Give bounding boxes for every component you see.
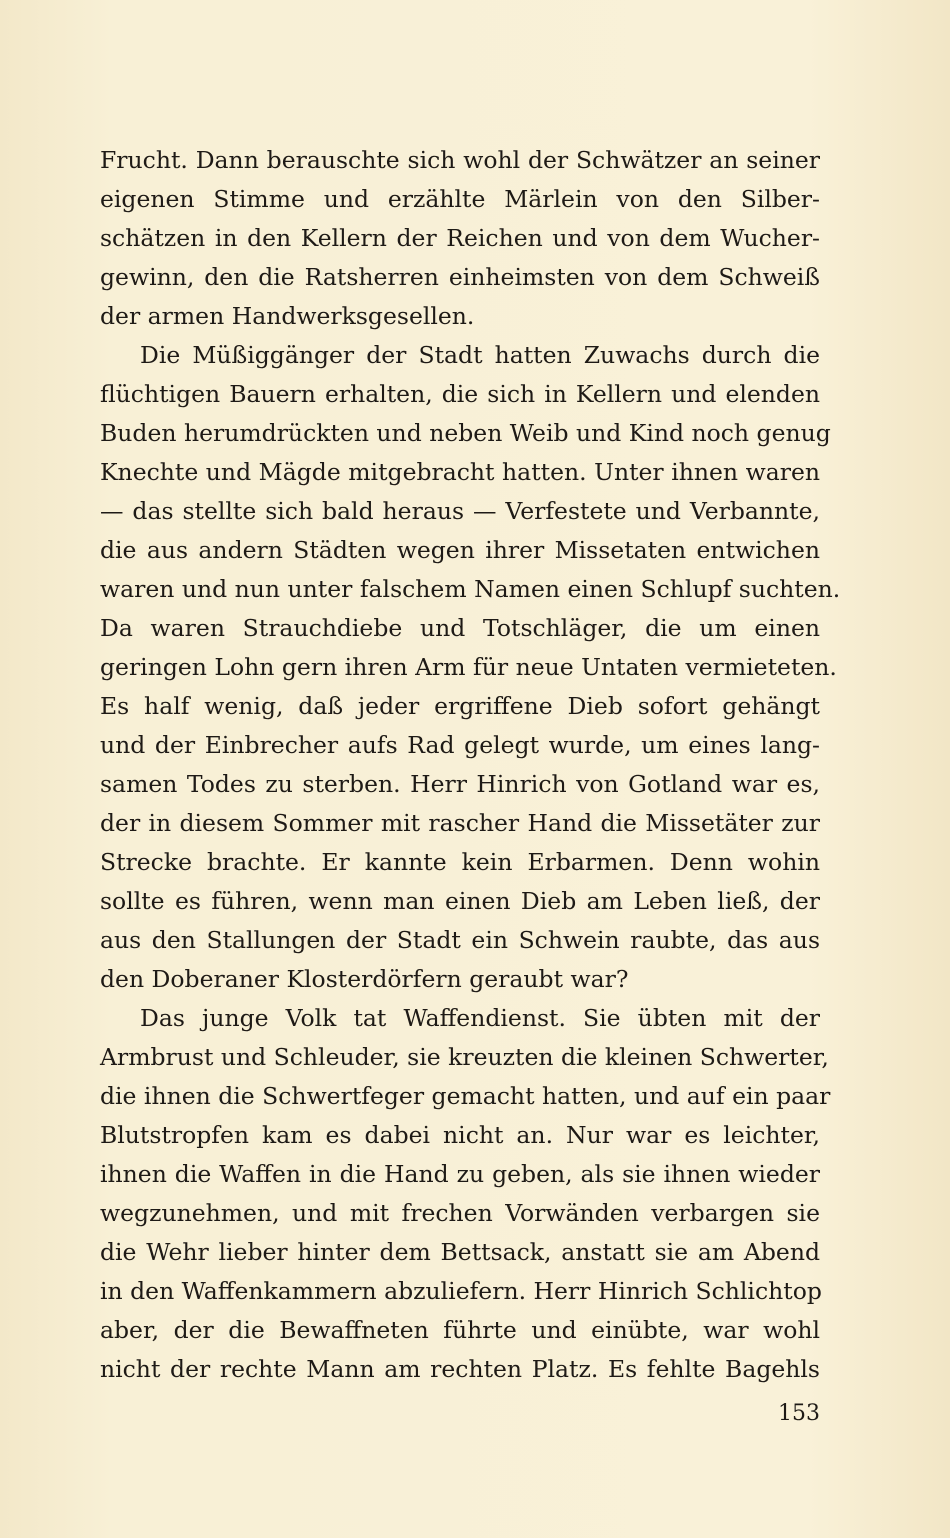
text-line: sollte es führen, wenn man einen Dieb am Leben ließ, der — [100, 887, 820, 915]
text-line: den Doberaner Klosterdörfern geraubt war? — [100, 965, 629, 993]
text-line: Strecke brachte. Er kannte kein Erbarmen. Denn wohin — [100, 848, 820, 876]
text-line: die aus andern Städten wegen ihrer Missetaten entwichen — [100, 536, 820, 564]
text-line: der in diesem Sommer mit rascher Hand die Missetäter zur — [100, 809, 820, 837]
text-line: Das junge Volk tat Waffendienst. Sie übten mit der — [140, 1004, 820, 1032]
text-line: schätzen in den Kellern der Reichen und von dem Wucher- — [100, 224, 820, 252]
text-line: eigenen Stimme und erzählte Märlein von den Silber- — [100, 185, 820, 213]
text-line: und der Einbrecher aufs Rad gelegt wurde, um eines lang- — [100, 731, 820, 759]
text-line: die ihnen die Schwertfeger gemacht hatten, und auf ein paar — [100, 1082, 831, 1110]
text-line: aus den Stallungen der Stadt ein Schwein raubte, das aus — [100, 926, 820, 954]
text-line: geringen Lohn gern ihren Arm für neue Untaten vermieteten. — [100, 653, 837, 681]
text-line: gewinn, den die Ratsherren einheimsten von dem Schweiß — [100, 263, 820, 291]
text-line: waren und nun unter falschem Namen einen Schlupf suchten. — [100, 575, 841, 603]
text-line: Es half wenig, daß jeder ergriffene Dieb sofort gehängt — [100, 692, 820, 720]
text-line: Armbrust und Schleuder, sie kreuzten die kleinen Schwerter, — [100, 1043, 829, 1071]
text-line: Blutstropfen kam es dabei nicht an. Nur war es leichter, — [100, 1121, 820, 1149]
text-line: in den Waffenkammern abzuliefern. Herr Hinrich Schlichtop — [100, 1277, 822, 1305]
text-line: — das stellte sich bald heraus — Verfestete und Verbannte, — [100, 497, 820, 525]
text-line: Da waren Strauchdiebe und Totschläger, die um einen — [100, 614, 820, 642]
text-line: wegzunehmen, und mit frechen Vorwänden verbargen sie — [100, 1199, 820, 1227]
text-line: Frucht. Dann berauschte sich wohl der Schwätzer an seiner — [100, 146, 820, 174]
text-line: flüchtigen Bauern erhalten, die sich in Kellern und elenden — [100, 380, 820, 408]
text-line: nicht der rechte Mann am rechten Platz. Es fehlte Bagehls — [100, 1355, 820, 1383]
text-line: die Wehr lieber hinter dem Bettsack, anstatt sie am Abend — [100, 1238, 820, 1266]
text-line: Buden herumdrückten und neben Weib und Kind noch genug — [100, 419, 831, 447]
page-number: 153 — [778, 1401, 820, 1426]
text-line: ihnen die Waffen in die Hand zu geben, als sie ihnen wieder — [100, 1160, 820, 1188]
text-line: Knechte und Mägde mitgebracht hatten. Unter ihnen waren — [100, 458, 820, 486]
text-line: aber, der die Bewaffneten führte und einübte, war wohl — [100, 1316, 820, 1344]
text-line: Die Müßiggänger der Stadt hatten Zuwachs durch die — [140, 341, 820, 369]
text-line: samen Todes zu sterben. Herr Hinrich von Gotland war es, — [100, 770, 820, 798]
text-line: der armen Handwerksgesellen. — [100, 302, 475, 330]
